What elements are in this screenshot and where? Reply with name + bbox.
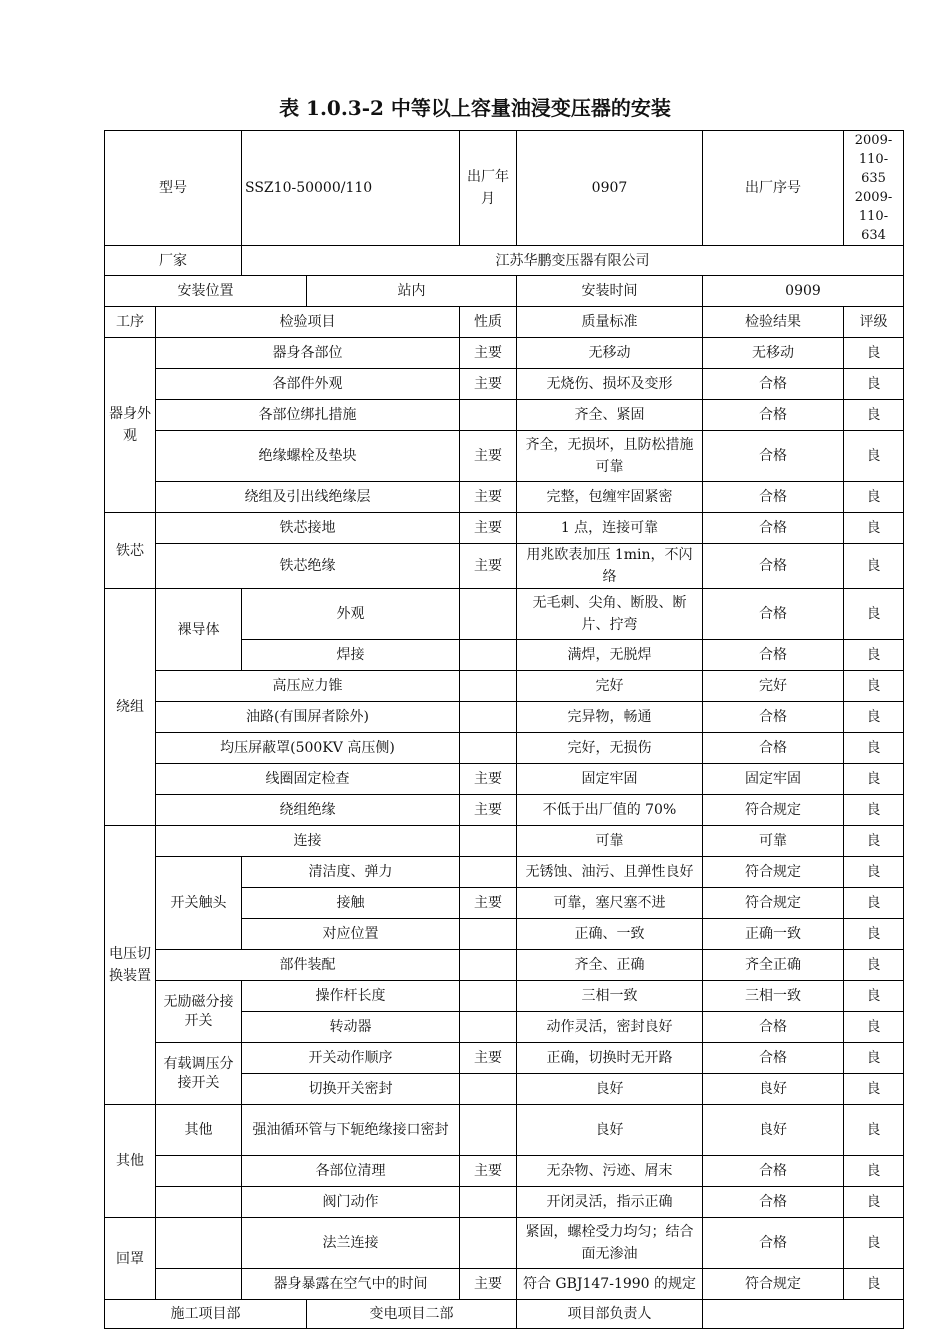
standard: 符合 GBJ147-1990 的规定 [517,1269,703,1300]
result: 无移动 [703,338,844,369]
nature [460,981,517,1012]
item: 器身暴露在空气中的时间 [242,1269,460,1300]
inspection-table [104,130,904,1329]
model-label: 型号 [105,131,242,246]
result: 三相一致 [703,981,844,1012]
result: 合格 [703,513,844,544]
dept-label: 施工项目部 [105,1300,307,1329]
grade: 良 [844,826,904,857]
grade: 良 [844,795,904,826]
item: 切换开关密封 [242,1074,460,1105]
item: 油路(有围屏者除外) [156,702,460,733]
standard: 完好 [517,671,703,702]
nature: 主要 [460,795,517,826]
standard: 齐全，无损坏，且防松措施可靠 [517,431,703,482]
section-other: 其他 [105,1105,156,1218]
blank-cell [156,1156,242,1187]
item: 外观 [242,589,460,640]
grade: 良 [844,400,904,431]
table-row [105,589,904,640]
grade: 良 [844,888,904,919]
standard: 无毛刺、尖角、断股、断片、拧弯 [517,589,703,640]
table-row [105,795,904,826]
grade: 良 [844,733,904,764]
manager-label: 项目部负责人 [517,1300,703,1329]
subgroup-other: 其他 [156,1105,242,1156]
standard: 完整，包缠牢固紧密 [517,482,703,513]
section-core: 铁芯 [105,513,156,589]
serial-value: 2009-110-635 2009-110-634 [844,131,904,246]
standard: 正确、一致 [517,919,703,950]
col-item: 检验项目 [156,307,460,338]
grade: 良 [844,640,904,671]
location-value: 站内 [307,276,517,307]
standard: 完异物，畅通 [517,702,703,733]
section-switch: 电压切换装置 [105,826,156,1105]
nature [460,950,517,981]
table-row [105,338,904,369]
subgroup-bare-conductor: 裸导体 [156,589,242,671]
table-row [105,1156,904,1187]
result: 正确一致 [703,919,844,950]
grade: 良 [844,764,904,795]
grade: 良 [844,338,904,369]
table-row [105,950,904,981]
nature: 主要 [460,1156,517,1187]
grade: 良 [844,1012,904,1043]
section-body: 器身外观 [105,338,156,513]
item: 高压应力锥 [156,671,460,702]
standard: 正确，切换时无开路 [517,1043,703,1074]
install-time-label: 安装时间 [517,276,703,307]
result: 符合规定 [703,857,844,888]
item: 铁芯绝缘 [156,544,460,589]
standard: 无锈蚀、油污、且弹性良好 [517,857,703,888]
nature [460,589,517,640]
col-grade: 评级 [844,307,904,338]
grade: 良 [844,369,904,400]
nature [460,919,517,950]
grade: 良 [844,482,904,513]
standard: 固定牢固 [517,764,703,795]
item: 对应位置 [242,919,460,950]
result: 合格 [703,1043,844,1074]
nature [460,733,517,764]
standard: 无杂物、污迹、屑末 [517,1156,703,1187]
standard: 动作灵活，密封良好 [517,1012,703,1043]
grade: 良 [844,671,904,702]
table-row [105,369,904,400]
grade: 良 [844,1156,904,1187]
grade: 良 [844,981,904,1012]
nature [460,1187,517,1218]
result: 合格 [703,1187,844,1218]
grade: 良 [844,1074,904,1105]
item: 清洁度、弹力 [242,857,460,888]
standard: 齐全、正确 [517,950,703,981]
result: 良好 [703,1074,844,1105]
section-cover: 回罩 [105,1218,156,1300]
nature [460,1218,517,1269]
manager-value [703,1300,904,1329]
result: 合格 [703,702,844,733]
item: 各部位绑扎措施 [156,400,460,431]
maker-label: 厂家 [105,246,242,276]
nature [460,702,517,733]
nature [460,1074,517,1105]
grade: 良 [844,544,904,589]
result: 符合规定 [703,1269,844,1300]
grade: 良 [844,1269,904,1300]
subgroup-no-excitation: 无励磁分接开关 [156,981,242,1043]
result: 合格 [703,640,844,671]
result: 合格 [703,1012,844,1043]
table-row [105,702,904,733]
grade: 良 [844,431,904,482]
standard: 不低于出厂值的 70% [517,795,703,826]
table-row [105,857,904,888]
result: 可靠 [703,826,844,857]
result: 合格 [703,544,844,589]
nature: 主要 [460,482,517,513]
table-row [105,544,904,589]
nature: 主要 [460,513,517,544]
grade: 良 [844,513,904,544]
standard: 良好 [517,1105,703,1156]
result: 固定牢固 [703,764,844,795]
result: 良好 [703,1105,844,1156]
item: 接触 [242,888,460,919]
nature: 主要 [460,369,517,400]
item: 均压屏蔽罩(500KV 高压侧) [156,733,460,764]
item: 铁芯接地 [156,513,460,544]
result: 合格 [703,1156,844,1187]
table-row [105,733,904,764]
result: 合格 [703,589,844,640]
table-row [105,400,904,431]
grade: 良 [844,589,904,640]
result: 完好 [703,671,844,702]
nature: 主要 [460,544,517,589]
item: 部件装配 [156,950,460,981]
dept-value: 变电项目二部 [307,1300,517,1329]
table-row [105,431,904,482]
result: 符合规定 [703,888,844,919]
item: 焊接 [242,640,460,671]
table-row [105,981,904,1012]
item: 绝缘螺栓及垫块 [156,431,460,482]
result: 合格 [703,482,844,513]
table-row [105,1218,904,1269]
item: 转动器 [242,1012,460,1043]
item: 器身各部位 [156,338,460,369]
blank-cell [156,1218,242,1269]
serial-label: 出厂序号 [703,131,844,246]
grade: 良 [844,919,904,950]
table-row [105,482,904,513]
footer-row [105,1300,904,1329]
standard: 完好，无损伤 [517,733,703,764]
nature [460,640,517,671]
document-title: 表 1.0.3-2 中等以上容量油浸变压器的安装 [279,96,671,120]
standard: 无移动 [517,338,703,369]
item: 连接 [156,826,460,857]
section-winding: 绕组 [105,589,156,826]
standard: 1 点，连接可靠 [517,513,703,544]
grade: 良 [844,1218,904,1269]
date-value: 0907 [517,131,703,246]
result: 合格 [703,369,844,400]
nature: 主要 [460,431,517,482]
item: 强油循环管与下轭绝缘接口密封 [242,1105,460,1156]
result: 合格 [703,733,844,764]
col-process: 工序 [105,307,156,338]
item: 开关动作顺序 [242,1043,460,1074]
standard: 满焊，无脱焊 [517,640,703,671]
maker-value: 江苏华鹏变压器有限公司 [242,246,904,276]
standard: 开闭灵活，指示正确 [517,1187,703,1218]
standard: 齐全、紧固 [517,400,703,431]
table-row [105,671,904,702]
col-standard: 质量标准 [517,307,703,338]
blank-cell [156,1187,242,1218]
standard: 三相一致 [517,981,703,1012]
result: 合格 [703,1218,844,1269]
subgroup-on-load: 有载调压分接开关 [156,1043,242,1105]
item: 操作杆长度 [242,981,460,1012]
grade: 良 [844,950,904,981]
nature [460,671,517,702]
col-nature: 性质 [460,307,517,338]
table-row [105,1043,904,1074]
grade: 良 [844,857,904,888]
nature: 主要 [460,1269,517,1300]
standard: 可靠 [517,826,703,857]
item: 各部位清理 [242,1156,460,1187]
col-result: 检验结果 [703,307,844,338]
table-row [105,764,904,795]
nature [460,826,517,857]
standard: 无烧伤、损坏及变形 [517,369,703,400]
nature [460,1012,517,1043]
standard: 用兆欧表加压 1min，不闪络 [517,544,703,589]
item: 阀门动作 [242,1187,460,1218]
standard: 良好 [517,1074,703,1105]
nature: 主要 [460,764,517,795]
grade: 良 [844,1105,904,1156]
blank-cell [156,1269,242,1300]
model-value: SSZ10-50000/110 [242,131,460,246]
table-row [105,1105,904,1156]
nature: 主要 [460,338,517,369]
table-row [105,1187,904,1218]
result: 合格 [703,431,844,482]
item: 绕组及引出线绝缘层 [156,482,460,513]
subgroup-switch-contact: 开关触头 [156,857,242,950]
standard: 紧固，螺栓受力均匀；结合面无渗油 [517,1218,703,1269]
result: 符合规定 [703,795,844,826]
table-row [105,1269,904,1300]
item: 各部件外观 [156,369,460,400]
date-label: 出厂年月 [460,131,517,246]
nature: 主要 [460,888,517,919]
nature [460,1105,517,1156]
install-time-value: 0909 [703,276,904,307]
nature: 主要 [460,1043,517,1074]
result: 齐全正确 [703,950,844,981]
standard: 可靠，塞尺塞不进 [517,888,703,919]
nature [460,400,517,431]
grade: 良 [844,702,904,733]
grade: 良 [844,1187,904,1218]
item: 线圈固定检查 [156,764,460,795]
grade: 良 [844,1043,904,1074]
result: 合格 [703,400,844,431]
nature [460,857,517,888]
item: 法兰连接 [242,1218,460,1269]
table-row [105,826,904,857]
table-row [105,513,904,544]
item: 绕组绝缘 [156,795,460,826]
location-label: 安装位置 [105,276,307,307]
